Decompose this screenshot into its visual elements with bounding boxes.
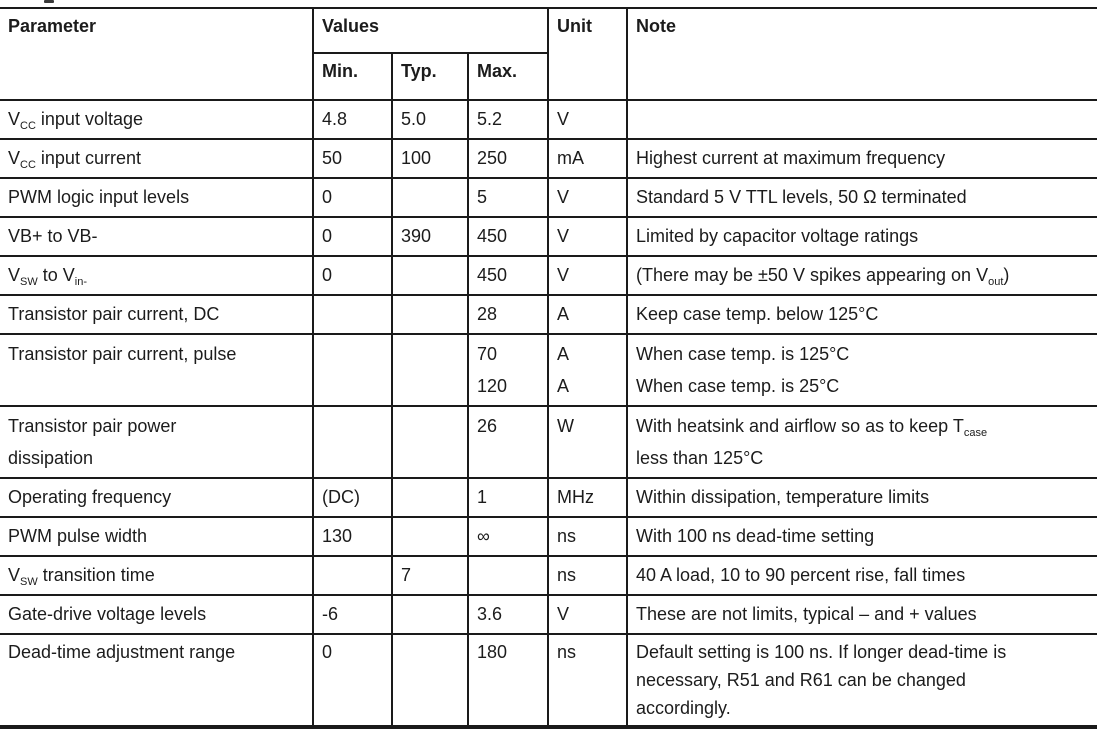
header-max: Max. [468,53,548,100]
cell-parameter: $V_{CC}$ input current [0,139,313,178]
cell-note: These are not limits, typical – and + values [627,595,1097,634]
table-row [0,334,1097,406]
cell-max: 3.6 [468,595,548,634]
table-row [0,256,1097,295]
cell-max: 1 [468,478,548,517]
cell-unit: V [548,100,627,139]
cell-unit: V [548,178,627,217]
cell-unit: A [548,295,627,334]
spec-table [0,7,1097,729]
cell-note: Standard 5 V TTL levels, 50 Ω terminated [627,178,1097,217]
table-row [0,634,1097,727]
cell-min: 0 [313,217,392,256]
page-crop-artifact [44,0,54,3]
cell-note: Keep case temp. below 125°C [627,295,1097,334]
cell-note: With 100 ns dead-time setting [627,517,1097,556]
cell-typ [392,256,468,295]
table-row [0,295,1097,334]
cell-min [313,556,392,595]
cell-typ [392,178,468,217]
cell-typ [392,634,468,727]
table-row [0,478,1097,517]
cell-note: (There may be ±50 V spikes appearing on $V_{out}$) [627,256,1097,295]
cell-parameter: $V_{CC}$ input voltage [0,100,313,139]
cell-unit: W [548,406,627,478]
cell-note: When case temp. is 125°C When case temp. is 25°C [627,334,1097,406]
cell-unit: V [548,595,627,634]
cell-typ [392,295,468,334]
cell-min [313,406,392,478]
header-min: Min. [313,53,392,100]
table-row [0,178,1097,217]
header-values: Values [313,8,548,53]
cell-parameter: PWM pulse width [0,517,313,556]
table-row [0,556,1097,595]
header-typ: Typ. [392,53,468,100]
cell-typ [392,334,468,406]
cell-min: 0 [313,256,392,295]
cell-unit: MHz [548,478,627,517]
cell-unit: A A [548,334,627,406]
cell-parameter: Transistor pair current, DC [0,295,313,334]
cell-note: Highest current at maximum frequency [627,139,1097,178]
table-row [0,100,1097,139]
cell-max: 28 [468,295,548,334]
table-body [0,100,1097,727]
cell-min [313,295,392,334]
table-row [0,406,1097,478]
cell-min: 50 [313,139,392,178]
cell-typ: 100 [392,139,468,178]
cell-unit: mA [548,139,627,178]
table-row [0,595,1097,634]
cell-typ [392,478,468,517]
cell-unit: V [548,217,627,256]
cell-max: ∞ [468,517,548,556]
cell-parameter: PWM logic input levels [0,178,313,217]
cell-min [313,334,392,406]
header-parameter: Parameter [0,8,313,100]
cell-note: 40 A load, 10 to 90 percent rise, fall times [627,556,1097,595]
cell-max [468,556,548,595]
cell-typ [392,517,468,556]
table-header [0,8,1097,100]
cell-unit: ns [548,517,627,556]
cell-max: 180 [468,634,548,727]
cell-parameter: $V_{SW}$ transition time [0,556,313,595]
cell-typ [392,406,468,478]
cell-note [627,100,1097,139]
cell-max: 450 [468,256,548,295]
cell-parameter: Transistor pair power dissipation [0,406,313,478]
cell-parameter: $V_{SW}$ to $V_{in-}$ [0,256,313,295]
cell-max: 450 [468,217,548,256]
cell-min: 130 [313,517,392,556]
cell-note: Limited by capacitor voltage ratings [627,217,1097,256]
cell-max: 26 [468,406,548,478]
header-unit: Unit [548,8,627,100]
cell-unit: V [548,256,627,295]
cell-note: With heatsink and airflow so as to keep $T_{case}$ less than 125°C [627,406,1097,478]
cell-parameter: Dead-time adjustment range [0,634,313,727]
cell-max: 70 120 [468,334,548,406]
cell-min: 4.8 [313,100,392,139]
cell-max: 5 [468,178,548,217]
cell-note: Within dissipation, temperature limits [627,478,1097,517]
cell-typ: 7 [392,556,468,595]
cell-unit: ns [548,556,627,595]
cell-min: 0 [313,634,392,727]
table-row [0,517,1097,556]
cell-parameter: Operating frequency [0,478,313,517]
cell-unit: ns [548,634,627,727]
table-row [0,217,1097,256]
cell-max: 5.2 [468,100,548,139]
cell-min: (DC) [313,478,392,517]
cell-typ: 390 [392,217,468,256]
cell-max: 250 [468,139,548,178]
cell-parameter: Gate-drive voltage levels [0,595,313,634]
header-note: Note [627,8,1097,100]
cell-min: 0 [313,178,392,217]
cell-note: Default setting is 100 ns. If longer dead-time is necessary, R51 and R61 can be changed accordingly. [627,634,1097,727]
cell-min: -6 [313,595,392,634]
cell-parameter: VB+ to VB- [0,217,313,256]
cell-typ [392,595,468,634]
cell-parameter: Transistor pair current, pulse [0,334,313,406]
cell-typ: 5.0 [392,100,468,139]
table-row [0,139,1097,178]
